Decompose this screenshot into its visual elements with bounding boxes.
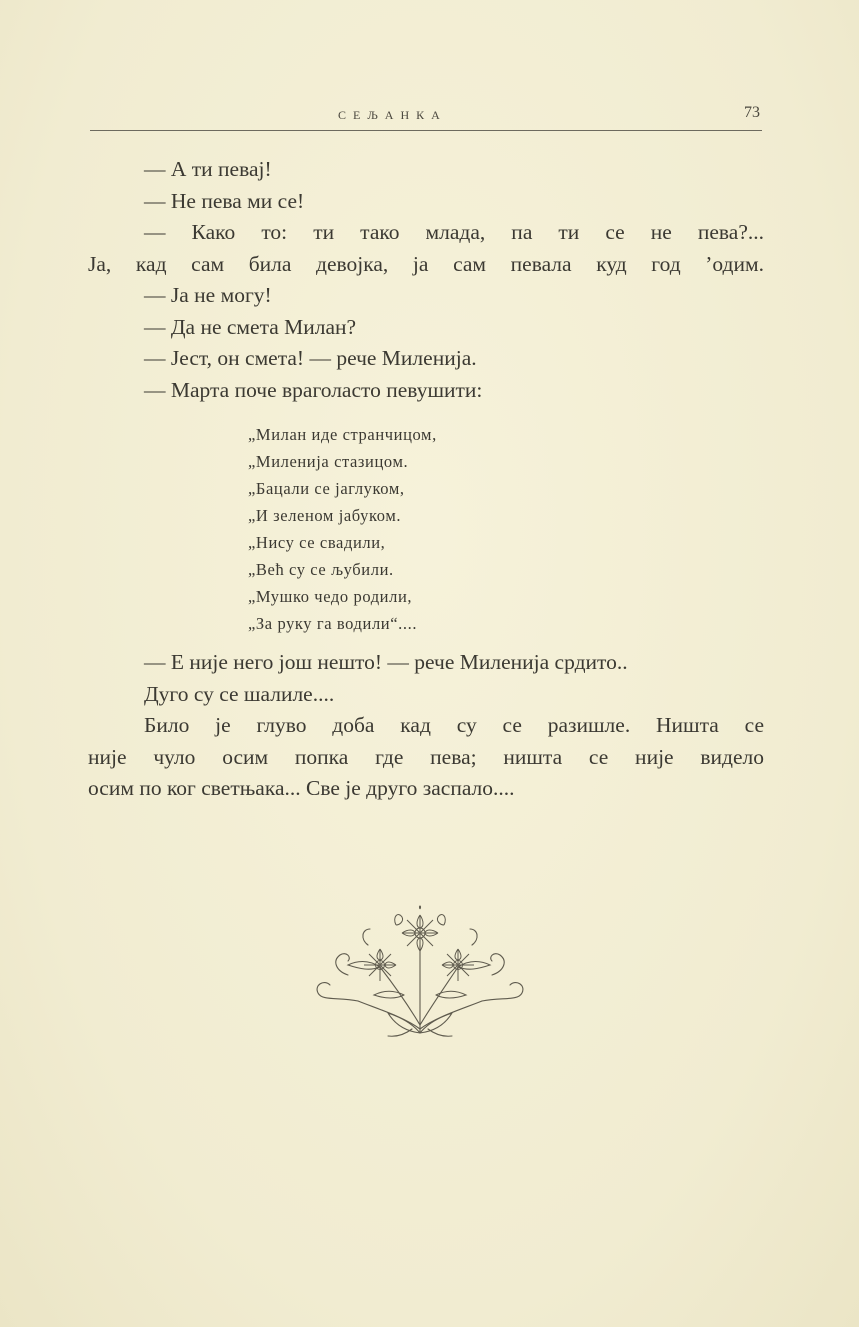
verse-line: „Нису се свадили,	[248, 533, 386, 552]
text-line: — Марта поче враголасто певушити:	[144, 377, 483, 402]
text-line: осим по ког светњака... Све је друго заспало....	[88, 776, 515, 800]
verse-line: „Мушко чедо родили,	[248, 587, 413, 606]
page-number: 73	[744, 104, 760, 121]
running-title: СЕЉАНКА	[338, 108, 447, 122]
floral-vignette-icon	[308, 905, 533, 1040]
text-line: — Како то: ти тако млада, па ти се не пева?...	[144, 220, 764, 244]
verse-line: „Већ су се љубили.	[248, 560, 394, 579]
verse-line: „Милан иде странчицом,	[248, 425, 437, 444]
text-line: није чуло осим попка где пева; ништа се није видело	[88, 744, 764, 769]
running-head	[90, 104, 762, 131]
verse-line: „За руку га водили“....	[248, 614, 418, 633]
text-line: — Не пева ми се!	[144, 188, 305, 213]
text-line: — Е није него још нешто! — рече Миленија срдито..	[144, 650, 628, 674]
text-line: Дуго су се шалиле....	[144, 681, 335, 706]
verse-line: „Бацали се јаглуком,	[248, 479, 405, 498]
song-verse	[248, 421, 568, 637]
text-line: — Да не смета Милан?	[144, 314, 357, 339]
text-line: — Ја не могу!	[144, 283, 272, 307]
verse-line: „Миленија стазицом.	[248, 452, 409, 471]
closing-paragraph	[88, 647, 764, 805]
text-line: — А ти певај!	[144, 157, 272, 181]
text-line: — Јест, он смета! — рече Миленија.	[144, 346, 477, 370]
dialogue-block	[88, 154, 764, 406]
text-line: Ја, кад сам била девојка, ја сам певала куд год ’одим.	[88, 251, 764, 276]
verse-line: „И зеленом јабуком.	[248, 506, 402, 525]
text-line: Било је глуво доба кад су се разишле. Ништа се	[144, 713, 764, 737]
